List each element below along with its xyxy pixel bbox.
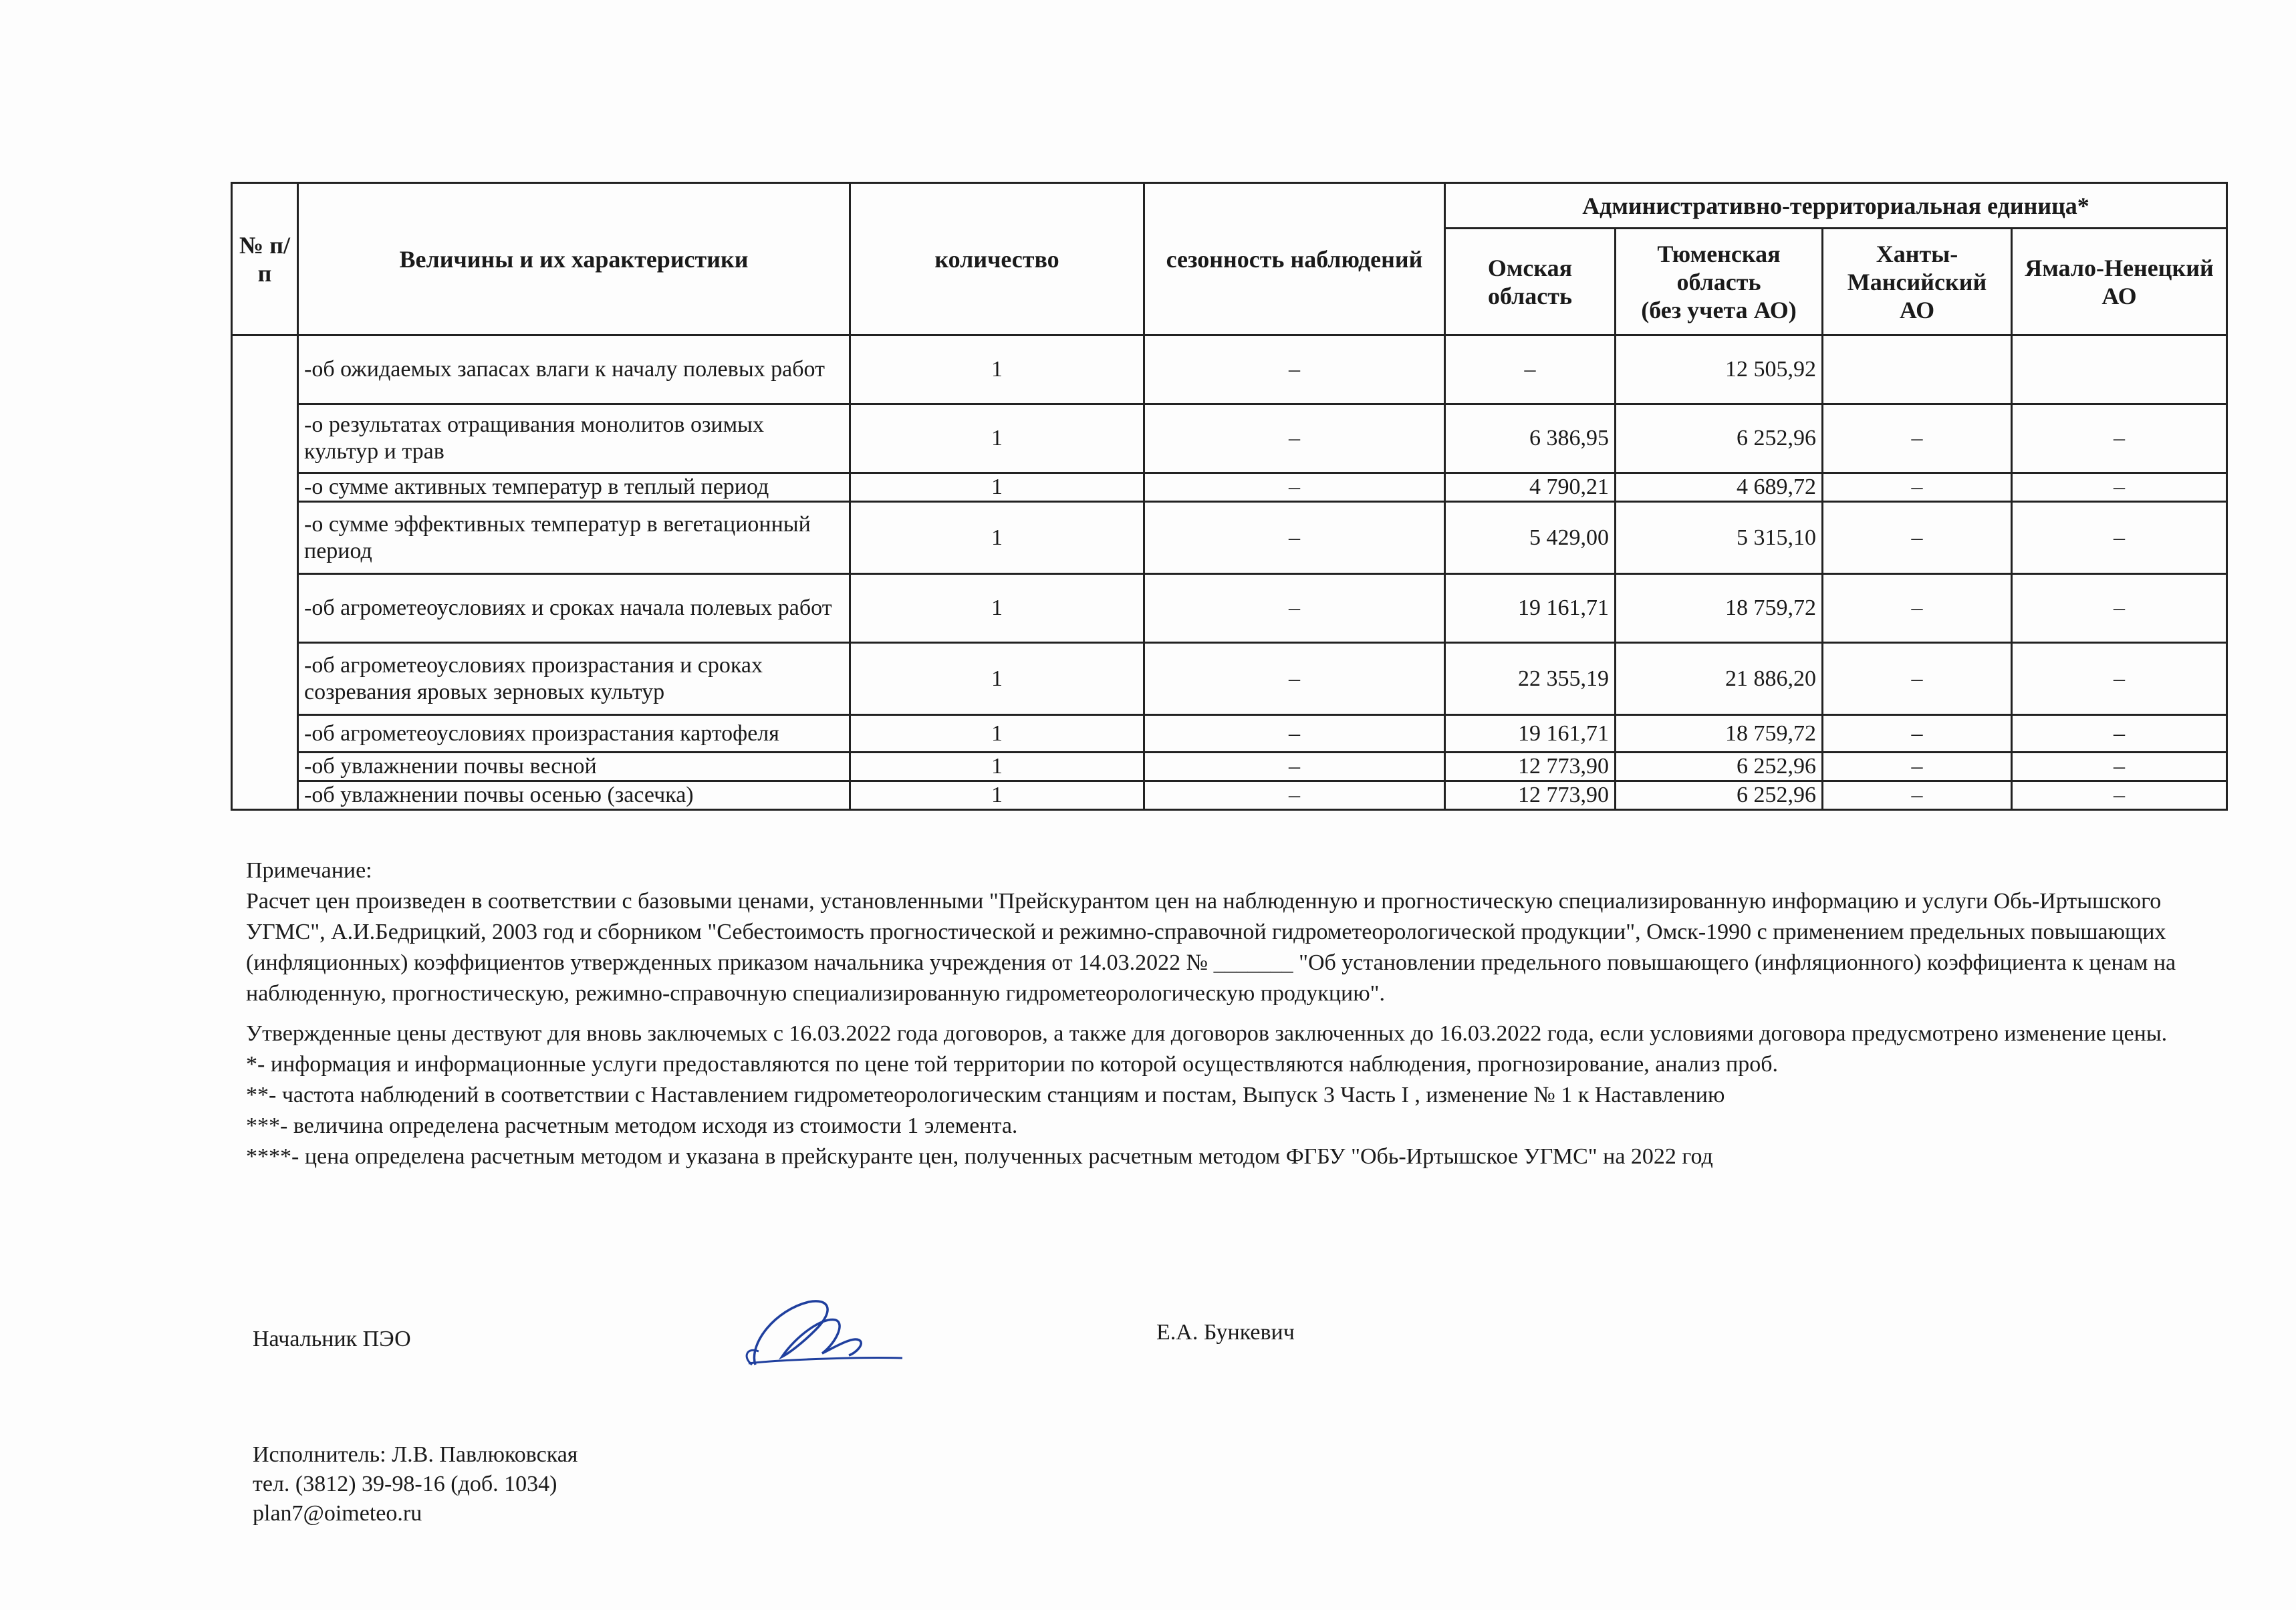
row-description: -о сумме эффективных температур в вегетационный период <box>298 502 850 574</box>
row-season: – <box>1144 473 1445 502</box>
row-khanty: – <box>1823 781 2012 810</box>
col-header-admin-unit: Административно-территориальная единица* <box>1445 183 2227 229</box>
row-tyumen: 5 315,10 <box>1616 502 1823 574</box>
table-row <box>232 336 2227 404</box>
row-season: – <box>1144 336 1445 404</box>
row-tyumen: 4 689,72 <box>1616 473 1823 502</box>
row-tyumen: 18 759,72 <box>1616 574 1823 643</box>
footnote-1: *- информация и информационные услуги предоставляются по цене той территории по которой осуществляются наблюдения, прогнозирование, анализ проб. <box>246 1052 1779 1077</box>
row-khanty: – <box>1823 404 2012 473</box>
col-header-tyumen <box>1616 229 1823 336</box>
row-khanty: – <box>1823 643 2012 715</box>
table-row <box>232 404 2227 473</box>
row-yamal <box>2012 336 2227 404</box>
handwritten-signature <box>735 1290 909 1377</box>
row-count: 1 <box>850 404 1144 473</box>
signer-name: Е.А. Бункевич <box>1156 1320 1295 1345</box>
row-yamal: – <box>2012 574 2227 643</box>
footnote-3: ***- величина определена расчетным методом исходя из стоимости 1 элемента. <box>246 1113 1018 1138</box>
row-tyumen: 12 505,92 <box>1616 336 1823 404</box>
notes-approved-prices: Утвержденные цены деcтвуют для вновь заключемых с 16.03.2022 года договоров, а также для договоров заключенных до 16.03.2022 года, если условиями договора предусмотрено изменение цены. <box>246 1021 2168 1046</box>
row-omsk: 12 773,90 <box>1445 753 1616 781</box>
col-header-count: количество <box>850 183 1144 336</box>
row-yamal: – <box>2012 781 2227 810</box>
row-description: -об ожидаемых запасах влаги к началу полевых работ <box>298 336 850 404</box>
row-khanty: – <box>1823 574 2012 643</box>
row-season: – <box>1144 574 1445 643</box>
row-yamal: – <box>2012 404 2227 473</box>
row-omsk: 12 773,90 <box>1445 781 1616 810</box>
table-row <box>232 715 2227 753</box>
col-header-omsk: Омская область <box>1445 229 1616 336</box>
table-row <box>232 502 2227 574</box>
row-count: 1 <box>850 643 1144 715</box>
table-row <box>232 473 2227 502</box>
row-season: – <box>1144 753 1445 781</box>
row-yamal: – <box>2012 502 2227 574</box>
row-khanty: – <box>1823 473 2012 502</box>
row-season: – <box>1144 404 1445 473</box>
row-season: – <box>1144 715 1445 753</box>
row-description: -о результатах отращивания монолитов озимых культур и трав <box>298 404 850 473</box>
row-yamal: – <box>2012 643 2227 715</box>
col-header-quantities: Величины и их характеристики <box>298 183 850 336</box>
row-yamal: – <box>2012 753 2227 781</box>
col-header-number: № п/п <box>232 183 298 336</box>
row-count: 1 <box>850 753 1144 781</box>
col-header-seasonality: сезонность наблюдений <box>1144 183 1445 336</box>
row-khanty: – <box>1823 715 2012 753</box>
footnote-2: **- частота наблюдений в соответствии с Наставлением гидрометеорологическим станциям и постам, Выпуск 3 Часть I , изменение № 1 к Наставлению <box>246 1083 1725 1107</box>
table-row <box>232 781 2227 810</box>
row-yamal: – <box>2012 473 2227 502</box>
row-count: 1 <box>850 336 1144 404</box>
row-count: 1 <box>850 781 1144 810</box>
pricing-table <box>231 182 2228 811</box>
row-khanty: – <box>1823 502 2012 574</box>
row-count: 1 <box>850 502 1144 574</box>
row-omsk: 4 790,21 <box>1445 473 1616 502</box>
row-omsk: – <box>1445 336 1616 404</box>
row-omsk: 5 429,00 <box>1445 502 1616 574</box>
row-season: – <box>1144 781 1445 810</box>
row-khanty <box>1823 336 2012 404</box>
col-header-khanty: Ханты-Мансийский АО <box>1823 229 2012 336</box>
row-number-cell <box>232 336 298 810</box>
row-description: -об агрометеоусловиях произрастания картофеля <box>298 715 850 753</box>
row-tyumen: 18 759,72 <box>1616 715 1823 753</box>
signer-role: Начальник ПЭО <box>253 1327 411 1351</box>
row-omsk: 19 161,71 <box>1445 574 1616 643</box>
table-row <box>232 753 2227 781</box>
row-season: – <box>1144 502 1445 574</box>
row-count: 1 <box>850 574 1144 643</box>
notes-calculation: Расчет цен произведен в соответствии с базовыми ценами, установленными "Прейскурантом цен на наблюденную и прогностическую специализированную информацию и услуги Обь-Иртышского УГМС", А.И.Бедрицкий, 2003 год и сборником "Себестоимость прогностической и режимно-справочной гидрометеорологической продукции", Омск-1990 с применением предельных повышающих (инфляционных) коэффициентов утвержденных приказом начальника учреждения от 14.03.2022 № _______ "Об установлении предельного повышающего (инфляционного) коэффициента к ценам на наблюденную, прогностическую, режимно-справочную специализированную гидрометеорологическую продукцию". <box>246 889 2176 1006</box>
row-description: -об агрометеоусловиях и сроках начала полевых работ <box>298 574 850 643</box>
col-header-yamal: Ямало-Ненецкий АО <box>2012 229 2227 336</box>
row-omsk: 19 161,71 <box>1445 715 1616 753</box>
row-tyumen: 6 252,96 <box>1616 781 1823 810</box>
executor-email: plan7@oimeteo.ru <box>253 1501 422 1526</box>
table-row <box>232 643 2227 715</box>
tyumen-label: Тюменская область <box>1657 240 1781 295</box>
row-khanty: – <box>1823 753 2012 781</box>
executor-phone: тел. (3812) 39-98-16 (доб. 1034) <box>253 1472 557 1496</box>
row-count: 1 <box>850 715 1144 753</box>
table-row <box>232 574 2227 643</box>
notes-section <box>246 855 2224 1172</box>
contact-block <box>253 1440 578 1528</box>
row-description: -об увлажнении почвы весной <box>298 753 850 781</box>
row-omsk: 6 386,95 <box>1445 404 1616 473</box>
row-count: 1 <box>850 473 1144 502</box>
footnote-4: ****- цена определена расчетным методом и указана в прейскуранте цен, полученных расчетным методом ФГБУ "Обь-Иртышское УГМС" на 2022 год <box>246 1144 1713 1169</box>
row-season: – <box>1144 643 1445 715</box>
row-description: -об увлажнении почвы осенью (засечка) <box>298 781 850 810</box>
executor-name: Исполнитель: Л.В. Павлюковская <box>253 1442 578 1467</box>
row-tyumen: 6 252,96 <box>1616 753 1823 781</box>
row-omsk: 22 355,19 <box>1445 643 1616 715</box>
row-yamal: – <box>2012 715 2227 753</box>
notes-heading: Примечание: <box>246 858 372 883</box>
row-description: -об агрометеоусловиях произрастания и сроках созревания яровых зерновых культур <box>298 643 850 715</box>
row-description: -о сумме активных температур в теплый период <box>298 473 850 502</box>
tyumen-note: (без учета АО) <box>1641 296 1797 323</box>
row-tyumen: 6 252,96 <box>1616 404 1823 473</box>
row-tyumen: 21 886,20 <box>1616 643 1823 715</box>
